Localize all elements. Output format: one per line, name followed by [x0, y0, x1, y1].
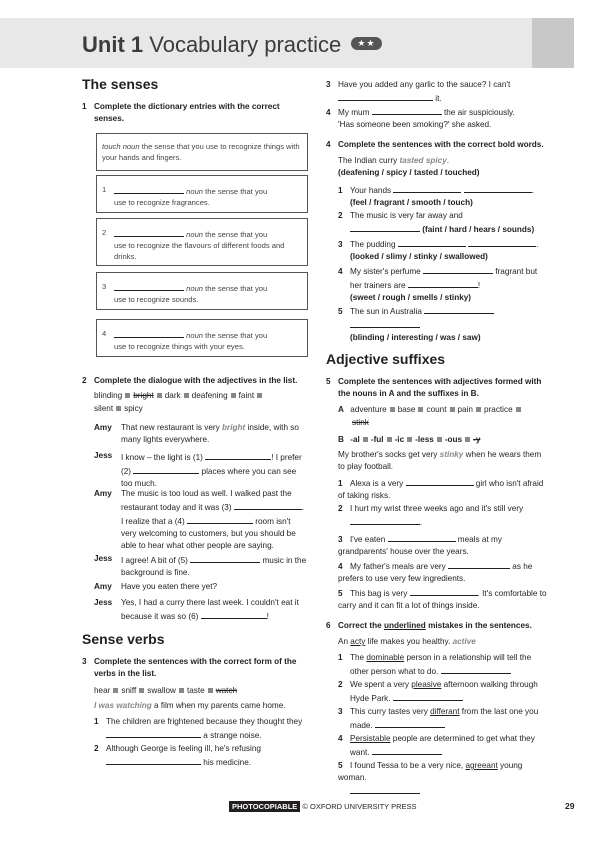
- dialogue-line: [121, 450, 307, 490]
- publisher-text: © OXFORD UNIVERSITY PRESS: [302, 802, 417, 811]
- answer-blank[interactable]: [375, 718, 445, 728]
- page-title: [82, 32, 382, 58]
- item-text: Have you added any garlic to the sauce? I can't: [338, 80, 511, 89]
- example-answer: I was watching: [94, 701, 152, 710]
- item-mistake: agreeant: [465, 761, 498, 770]
- answer-blank[interactable]: [114, 227, 184, 237]
- answer-blank[interactable]: [408, 278, 478, 288]
- item-number: 4: [338, 562, 343, 571]
- photocopiable-label: PHOTOCOPIABLE: [229, 801, 300, 812]
- answer-blank[interactable]: [398, 237, 466, 247]
- word-item: base: [397, 405, 416, 414]
- entry-def-end: use to recognize fragrances.: [114, 198, 210, 207]
- footer: [229, 802, 417, 811]
- level-badge: ★★: [351, 37, 381, 50]
- ex3-item: [94, 716, 308, 742]
- item-text: 'Has someone been smoking?' she asked.: [338, 120, 492, 129]
- item-text: The music is very far away and: [350, 211, 463, 220]
- word-options: (deafening / spicy / tasted / touched): [338, 168, 480, 177]
- line-text: places where you can see too much.: [121, 467, 297, 488]
- dialogue-line: [121, 581, 307, 593]
- item-text: I found Tessa to be a very nice,: [350, 761, 466, 770]
- item-text: I hurt my wrist three weeks ago and it's still very: [350, 504, 524, 513]
- line-text: music in the background is fine.: [121, 556, 307, 577]
- item-number: 5: [338, 589, 343, 598]
- suffix-item-used: -y: [473, 435, 481, 444]
- item-text: I've eaten: [350, 535, 388, 544]
- ex6-number: 6: [326, 621, 331, 630]
- item-text: young woman.: [338, 761, 523, 782]
- list-label: B: [338, 435, 344, 444]
- ex3-word-list: [94, 684, 304, 697]
- suffix-item: -ful: [370, 435, 384, 444]
- answer-blank[interactable]: [201, 609, 267, 619]
- section-heading-senses: The senses: [82, 76, 159, 92]
- item-number: 2: [338, 504, 343, 513]
- word-item: practice: [483, 405, 513, 414]
- entry-number: 3: [102, 282, 107, 291]
- answer-blank[interactable]: [468, 237, 536, 247]
- answer-blank[interactable]: [441, 664, 511, 674]
- dictionary-entry: [96, 319, 308, 357]
- example-text: The Indian curry: [338, 156, 400, 165]
- item-text: girl who isn't afraid of taking risks.: [338, 479, 544, 500]
- word-item: sniff: [121, 686, 137, 695]
- item-text: her trainers are: [350, 281, 406, 290]
- ex4-instruction-text: Complete the sentences with the correct bold words.: [338, 140, 544, 149]
- item-number: 2: [338, 680, 343, 689]
- word-item: spicy: [124, 404, 143, 413]
- entry-pos: noun: [186, 331, 204, 340]
- item-text: My father's meals are very: [350, 562, 449, 571]
- speaker-name: Jess: [94, 598, 113, 607]
- word-item: deafening: [191, 391, 228, 400]
- ex6-instruction-underlined: underlined: [383, 621, 426, 630]
- item-mistake: Persistable: [350, 734, 391, 743]
- entry-def-end: use to recognize things with your eyes.: [114, 342, 245, 351]
- dictionary-entry: [96, 272, 308, 310]
- ex6-item: [338, 733, 552, 759]
- ex4-item: 3 The pudding . (looked / slimy / stinky / swallowed): [338, 237, 550, 263]
- answer-blank[interactable]: [187, 514, 253, 524]
- item-text: the air suspiciously.: [441, 108, 515, 117]
- ex5-list-b: [338, 433, 548, 446]
- item-number: 3: [338, 707, 343, 716]
- item-text: made.: [350, 721, 373, 730]
- section-heading-sense-verbs: Sense verbs: [82, 631, 165, 647]
- example-text: when he wears them to play football.: [338, 450, 542, 471]
- word-options: (feel / fragrant / smooth / touch): [350, 198, 473, 207]
- ex5-list-a: [338, 403, 548, 429]
- ex5-item: [338, 559, 550, 585]
- example-text: life makes you healthy.: [365, 637, 453, 646]
- word-item: pain: [457, 405, 473, 414]
- item-text: it.: [433, 94, 442, 103]
- word-item: faint: [238, 391, 255, 400]
- suffix-item: -ous: [444, 435, 463, 444]
- ex3-item: [326, 105, 542, 131]
- ex5-instruction-text: Complete the sentences with adjectives formed with the nouns in A and the suffixes in B.: [338, 377, 542, 398]
- answer-blank[interactable]: [234, 500, 302, 510]
- item-text: people are determined to get what they: [390, 734, 535, 743]
- word-item-used: watch: [215, 686, 238, 695]
- ex4-example: [338, 155, 548, 179]
- item-text: Alexa is a very: [350, 479, 406, 488]
- ex5-item: [338, 586, 550, 612]
- item-text: The children are frightened because they thought they: [106, 717, 303, 726]
- ex5-item: 2 I hurt my wrist three weeks ago and it's still very .: [338, 504, 524, 527]
- item-text: Hyde Park.: [350, 694, 391, 703]
- word-item: silent: [94, 404, 114, 413]
- ex6-item: [338, 760, 552, 798]
- ex6-instruction-text: Correct the: [338, 621, 384, 630]
- ex1-instruction-text: Complete the dictionary entries with the correct senses.: [94, 102, 280, 123]
- ex6-item: [338, 679, 552, 705]
- ex1-instruction: [82, 101, 302, 125]
- entry-def-end: use to recognize sounds.: [114, 295, 199, 304]
- example-text: An: [338, 637, 351, 646]
- item-number: 3: [338, 240, 343, 249]
- line-text: That new restaurant is very: [121, 423, 223, 432]
- item-text: Your hands: [350, 186, 392, 195]
- entry-def-start: the sense that you: [205, 230, 268, 239]
- item-mistake: differant: [430, 707, 460, 716]
- example-answer: tasted spicy: [399, 156, 447, 165]
- answer-blank[interactable]: [114, 328, 184, 338]
- answer-blank[interactable]: [190, 553, 260, 563]
- answer-blank[interactable]: [350, 515, 420, 525]
- answer-blank[interactable]: [448, 559, 510, 569]
- line-text: room isn't very welcoming to customers, but you should be able to hear what other people are saying.: [121, 517, 296, 550]
- ex6-example: [338, 636, 550, 648]
- speaker-name: Jess: [94, 451, 113, 460]
- word-options: (blinding / interesting / was / saw): [350, 333, 481, 342]
- ex2-number: 2: [82, 376, 87, 385]
- item-number: 3: [326, 80, 331, 89]
- word-options: (looked / slimy / stinky / swallowed): [350, 252, 488, 261]
- answer-blank[interactable]: [114, 184, 184, 194]
- word-item: taste: [186, 686, 205, 695]
- item-text: person in a relationship will tell the: [404, 653, 532, 662]
- item-number: 1: [338, 186, 343, 195]
- example-word: touch: [102, 142, 121, 151]
- word-item: adventure: [350, 405, 387, 414]
- ex3-item: [94, 743, 308, 769]
- ex3-instruction-text: Complete the sentences with the correct form of the verbs in the list.: [94, 657, 297, 678]
- entry-def-end: use to recognize the flavours of different foods and drinks.: [114, 241, 285, 261]
- item-text: meals at my grandparents' house over the years.: [338, 535, 502, 556]
- ex3-instruction: [82, 656, 307, 680]
- answer-blank[interactable]: [410, 586, 478, 596]
- item-text: This curry tastes very: [350, 707, 431, 716]
- answer-blank[interactable]: [350, 318, 420, 328]
- entry-number: 1: [102, 185, 107, 194]
- item-text: The: [350, 653, 367, 662]
- word-item-used: stink: [352, 418, 369, 427]
- example-answer: active: [452, 637, 476, 646]
- line-text: I agree! A bit of (5): [121, 556, 191, 565]
- entry-def-start: the sense that you: [205, 331, 268, 340]
- ex6-instruction: [326, 620, 548, 632]
- dialogue-line: [121, 422, 307, 446]
- answer-blank[interactable]: [424, 304, 494, 314]
- item-text: fragrant but: [493, 267, 538, 276]
- item-number: 5: [338, 761, 343, 770]
- item-text: Although George is feeling ill, he's refusing: [106, 744, 261, 753]
- ex5-number: 5: [326, 377, 331, 386]
- entry-pos: noun: [186, 230, 204, 239]
- item-text: My sister's perfume: [350, 267, 421, 276]
- example-text: .: [446, 156, 450, 165]
- answer-blank[interactable]: [406, 476, 474, 486]
- item-number: 4: [338, 267, 343, 276]
- suffix-item: -less: [415, 435, 434, 444]
- ex2-instruction-text: Complete the dialogue with the adjectives in the list.: [94, 376, 298, 385]
- ex4-item: [338, 304, 550, 344]
- word-item: hear: [94, 686, 111, 695]
- line-text: I know – the light is (1): [121, 453, 206, 462]
- ex4-item: 4 My sister's perfume fragrant but her trainers are ! (sweet / rough / smells / stinky): [338, 264, 550, 304]
- answer-blank[interactable]: [338, 91, 433, 101]
- page-header-tab: [532, 18, 574, 68]
- dialogue-line: [121, 597, 307, 623]
- item-number: 4: [338, 734, 343, 743]
- example-definition: the sense that you use to recognize things with your hands and fingers.: [102, 142, 300, 162]
- item-text: from the last one you: [459, 707, 539, 716]
- item-number: 5: [338, 307, 343, 316]
- item-text: This bag is very: [350, 589, 410, 598]
- word-item: swallow: [147, 686, 176, 695]
- line-text: ! I prefer (2): [121, 453, 302, 476]
- answer-blank[interactable]: [106, 728, 201, 738]
- example-answer: bright: [222, 423, 246, 432]
- speaker-name: Amy: [94, 489, 112, 498]
- item-number: 3: [338, 535, 343, 544]
- item-number: 1: [338, 653, 343, 662]
- item-number: 2: [94, 744, 99, 753]
- answer-blank[interactable]: [393, 691, 463, 701]
- dialogue-line: [121, 488, 307, 552]
- dictionary-entry: [96, 218, 308, 266]
- example-answer: stinky: [439, 450, 464, 459]
- answer-blank[interactable]: [114, 281, 184, 291]
- example-mistake: acty: [350, 637, 366, 646]
- dialogue-line: [121, 553, 307, 579]
- dictionary-entry-example: [96, 133, 308, 171]
- line-text: . I realize that a (4): [121, 503, 305, 526]
- item-mistake: dominable: [366, 653, 405, 662]
- entry-number: 4: [102, 329, 107, 338]
- answer-blank[interactable]: [372, 745, 442, 755]
- item-text: The sun in Australia: [350, 307, 422, 316]
- ex3-number: 3: [82, 657, 87, 666]
- item-text: as he prefers to use very few ingredients.: [338, 562, 533, 583]
- line-text: The music is too loud as well. I walked past the restaurant today and it was (3): [121, 489, 292, 512]
- answer-blank[interactable]: [372, 105, 442, 115]
- example-text: My brother's socks get very: [338, 450, 440, 459]
- section-heading-adjective-suffixes: Adjective suffixes: [326, 351, 446, 367]
- item-text: My mum: [338, 108, 372, 117]
- item-text: We spent a very: [350, 680, 412, 689]
- answer-blank[interactable]: [133, 464, 199, 474]
- ex2-word-list: [94, 389, 304, 415]
- ex5-item: [338, 532, 550, 558]
- suffix-item: -ic: [394, 435, 405, 444]
- ex3-example: [94, 700, 306, 712]
- answer-blank[interactable]: [393, 183, 461, 193]
- ex6-instruction-text: mistakes in the sentences.: [425, 621, 532, 630]
- item-number: 2: [338, 211, 343, 220]
- item-number: 1: [338, 479, 343, 488]
- ex4-item: 1 Your hands . (feel / fragrant / smooth / touch): [338, 183, 548, 209]
- item-number: 4: [326, 108, 331, 117]
- line-text: Yes, I had a curry there last week. I couldn't eat it because it was so (6): [121, 598, 299, 621]
- ex3-item: [326, 79, 542, 105]
- ex4-instruction: [326, 139, 546, 151]
- unit-label: Unit 1: [82, 32, 144, 57]
- item-text: want.: [350, 748, 370, 757]
- ex4-number: 4: [326, 140, 331, 149]
- item-text: . It's comfortable to carry and it can fit a lot of things inside.: [338, 589, 547, 610]
- answer-blank[interactable]: [423, 264, 493, 274]
- suffix-item: -al: [350, 435, 360, 444]
- word-item: count: [426, 405, 447, 414]
- item-text: The pudding: [350, 240, 396, 249]
- line-text: Have you eaten there yet?: [121, 582, 218, 591]
- answer-blank[interactable]: [350, 784, 420, 794]
- item-text: his medicine.: [201, 758, 252, 767]
- ex6-item: [338, 706, 552, 732]
- item-text: afternoon walking through: [441, 680, 538, 689]
- item-mistake: pleasive: [411, 680, 442, 689]
- word-item: dark: [164, 391, 181, 400]
- entry-pos: noun: [186, 187, 204, 196]
- entry-def-start: the sense that you: [205, 284, 268, 293]
- entry-def-start: the sense that you: [205, 187, 268, 196]
- item-number: 1: [94, 717, 99, 726]
- line-text: !: [266, 612, 269, 621]
- ex5-item: [338, 476, 550, 502]
- title-text: Vocabulary practice: [149, 32, 342, 57]
- speaker-name: Jess: [94, 554, 113, 563]
- item-text: a strange noise.: [201, 731, 262, 740]
- answer-blank[interactable]: [388, 532, 456, 542]
- word-options: (sweet / rough / smells / stinky): [350, 293, 472, 302]
- ex5-instruction: [326, 376, 548, 400]
- ex2-instruction: [82, 375, 307, 387]
- ex4-item: [338, 210, 550, 236]
- speaker-name: Amy: [94, 423, 112, 432]
- item-text: other person what to do.: [350, 667, 439, 676]
- example-text: a film when my parents came home.: [151, 701, 286, 710]
- answer-blank[interactable]: [350, 222, 420, 232]
- word-item: blinding: [94, 391, 123, 400]
- entry-number: 2: [102, 228, 107, 237]
- ex5-example: [338, 449, 550, 473]
- ex1-number: 1: [82, 102, 87, 111]
- page-number: 29: [565, 801, 575, 811]
- example-pos: noun: [122, 142, 140, 151]
- speaker-name: Amy: [94, 582, 112, 591]
- answer-blank[interactable]: [106, 755, 201, 765]
- list-label: A: [338, 405, 344, 414]
- entry-pos: noun: [186, 284, 204, 293]
- answer-blank[interactable]: [205, 450, 271, 460]
- dictionary-entry: [96, 175, 308, 213]
- line-text: inside, with so many lights everywhere.: [121, 423, 299, 444]
- ex6-item: [338, 652, 552, 678]
- word-item-used: bright: [133, 391, 154, 400]
- answer-blank[interactable]: [464, 183, 532, 193]
- word-options: (faint / hard / hears / sounds): [422, 225, 535, 234]
